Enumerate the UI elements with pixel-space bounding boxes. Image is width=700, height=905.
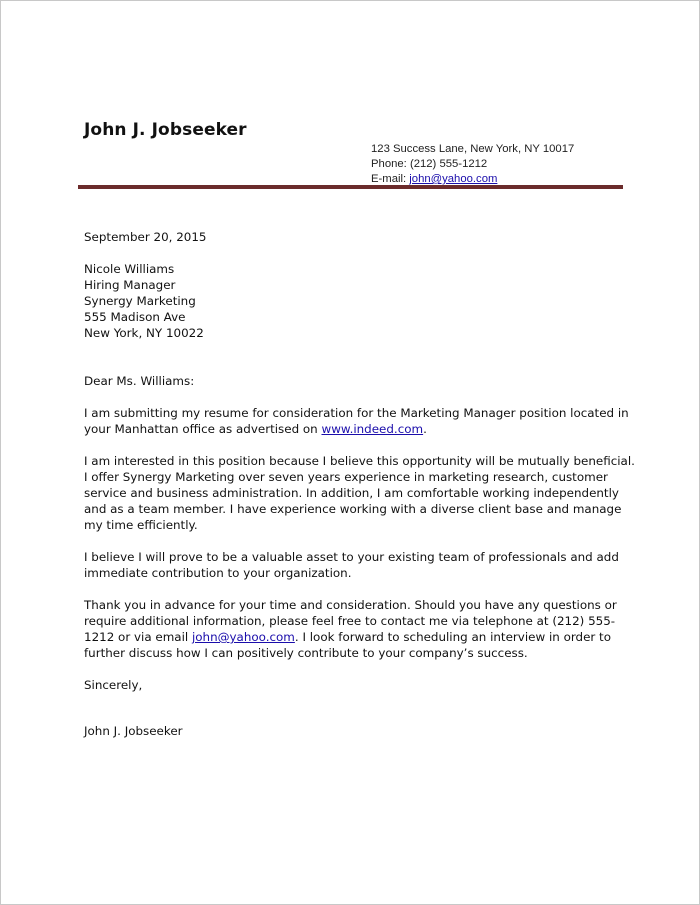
sender-email-label: E-mail:: [371, 173, 410, 185]
body-paragraph-1: [84, 405, 629, 437]
salutation: [84, 373, 194, 389]
closing-text: Sincerely,: [84, 678, 143, 692]
date-text: September 20, 2015: [84, 230, 207, 244]
body-email-link[interactable]: john@yahoo.com: [191, 630, 295, 644]
paragraph-line: I am interested in this position because I believe this opportunity will be mutually beneficial.: [84, 454, 635, 468]
letter-date: [84, 229, 206, 245]
paragraph-line: my time efficiently.: [84, 518, 198, 532]
signature: [84, 723, 183, 739]
paragraph-line: [84, 421, 629, 437]
paragraph-line: and as a team member. I have experience working with a diverse client base and manage: [84, 502, 622, 516]
signature-name: John J. Jobseeker: [84, 724, 183, 738]
paragraph-line: I believe I will prove to be a valuable asset to your existing team of professionals and add: [84, 550, 619, 564]
sender-address: 123 Success Lane, New York, NY 10017: [371, 143, 575, 155]
closing: [84, 677, 142, 693]
recipient-company: Synergy Marketing: [84, 294, 196, 308]
paragraph-line: I offer Synergy Marketing over seven years experience in marketing research, customer: [84, 470, 608, 484]
paragraph-line: service and business administration. In addition, I am comfortable working independently: [84, 486, 619, 500]
sender-name: John J. Jobseeker: [84, 120, 247, 140]
recipient-address-block: [84, 261, 204, 341]
recipient-name: Nicole Williams: [84, 262, 175, 276]
paragraph-line: immediate contribution to your organization.: [84, 566, 352, 580]
body-paragraph-2: [84, 453, 635, 533]
paragraph-text: 1212 or via email: [84, 630, 192, 644]
paragraph-line: I am submitting my resume for consideration for the Marketing Manager position located in: [84, 406, 629, 420]
recipient-city: New York, NY 10022: [84, 326, 204, 340]
header-divider: [78, 185, 623, 189]
recipient-street: 555 Madison Ave: [84, 310, 186, 324]
paragraph-line: Thank you in advance for your time and consideration. Should you have any questions or: [84, 598, 617, 612]
paragraph-text: . I look forward to scheduling an interview in order to: [294, 630, 611, 644]
paragraph-line: [84, 629, 617, 645]
sender-contact-block: [371, 142, 574, 187]
sender-phone: Phone: (212) 555-1212: [371, 158, 488, 170]
recipient-title: Hiring Manager: [84, 278, 176, 292]
sender-email-link[interactable]: john@yahoo.com: [409, 173, 498, 185]
indeed-link[interactable]: www.indeed.com: [321, 422, 424, 436]
paragraph-text: your Manhattan office as advertised on: [84, 422, 322, 436]
body-paragraph-3: [84, 549, 619, 581]
paragraph-line: require additional information, please feel free to contact me via telephone at (212) 555-: [84, 614, 616, 628]
paragraph-text: .: [423, 422, 427, 436]
body-paragraph-4: [84, 597, 617, 661]
salutation-text: Dear Ms. Williams:: [84, 374, 195, 388]
paragraph-line: further discuss how I can positively contribute to your company’s success.: [84, 646, 528, 660]
